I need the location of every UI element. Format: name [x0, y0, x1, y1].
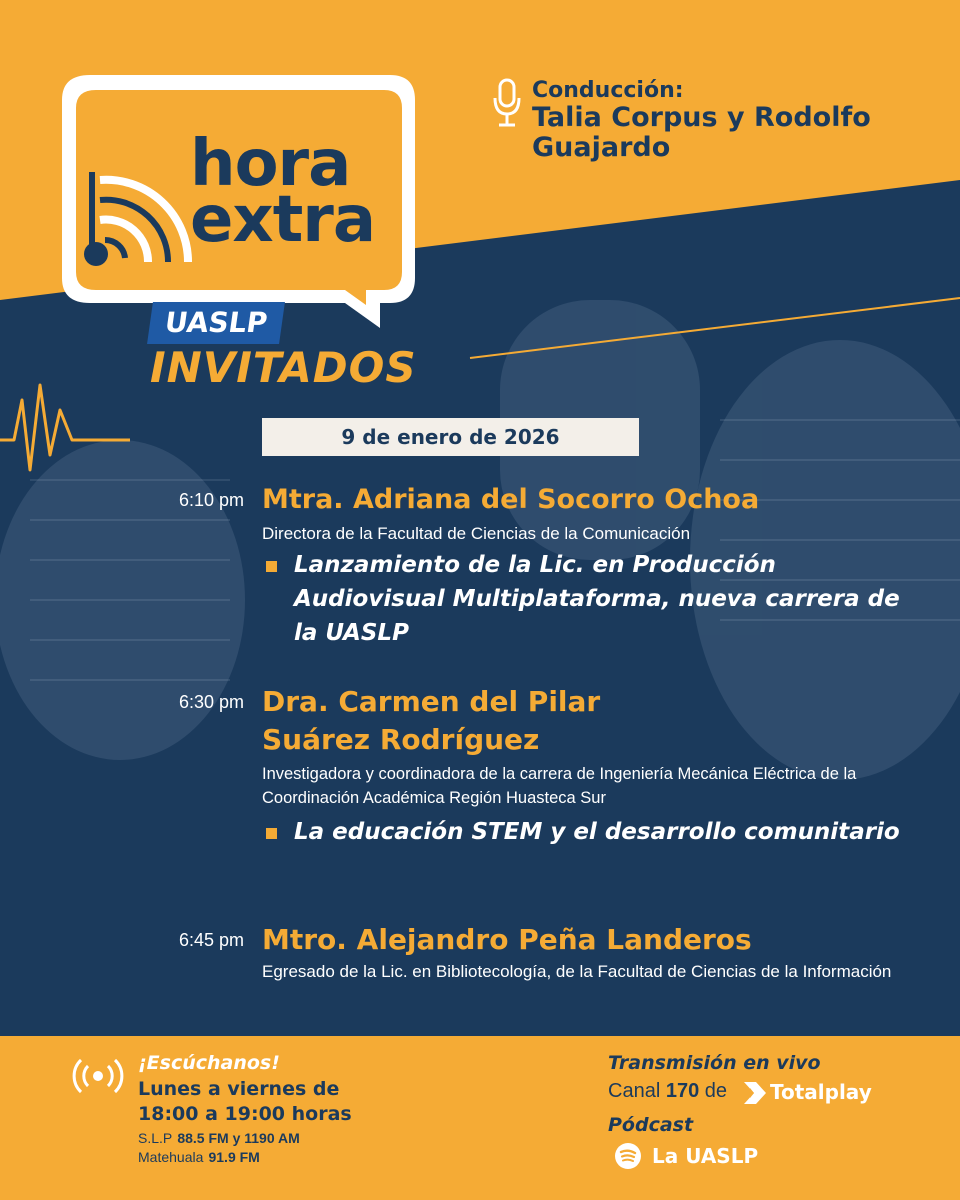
logo-hora-text: hora — [190, 127, 351, 201]
totalplay-logo-icon — [742, 1080, 768, 1106]
matehuala-frequency: Matehuala 91.9 FM — [138, 1149, 260, 1165]
totalplay-brand: Totalplay — [770, 1080, 872, 1104]
guest-name: Suárez Rodríguez — [262, 723, 540, 756]
guest-time: 6:45 pm — [178, 930, 244, 950]
podcast-title: Pódcast — [608, 1114, 694, 1136]
bullet-icon — [266, 561, 277, 572]
spotify-icon — [614, 1142, 642, 1170]
schedule-line2: 18:00 a 19:00 horas — [138, 1103, 352, 1125]
bullet-icon — [266, 828, 277, 839]
canal-line: Canal 170 de — [608, 1080, 728, 1102]
guest-role: Directora de la Facultad de Ciencias de la Comunicación — [262, 524, 691, 543]
guest-name: Mtra. Adriana del Socorro Ochoa — [262, 484, 760, 515]
guest-role: Egresado de la Lic. en Bibliotecología, de la Facultad de Ciencias de la Información — [262, 962, 892, 981]
footer — [0, 1036, 960, 1200]
logo-extra-text: extra — [190, 183, 376, 257]
listen-title: ¡Escúchanos! — [138, 1052, 280, 1074]
slp-frequency: S.L.P 88.5 FM y 1190 AM — [138, 1130, 300, 1146]
microphone-icon — [492, 78, 522, 130]
broadcast-icon — [72, 1056, 124, 1096]
guest-role: Investigadora y coordinadora de la carrera de Ingeniería Mecánica Eléctrica de la Coordinación Académica Región Huasteca Sur — [262, 765, 857, 807]
guest-time: 6:30 pm — [178, 692, 244, 712]
section-title: INVITADOS — [150, 343, 417, 392]
host-label: Conducción: — [532, 78, 684, 103]
guest-name: Mtro. Alejandro Peña Landeros — [262, 923, 752, 956]
live-title: Transmisión en vivo — [608, 1052, 821, 1074]
guest-topic: La educación STEM y el desarrollo comunitario — [294, 819, 900, 845]
guest-name: Dra. Carmen del Pilar — [262, 685, 601, 718]
guest-topic: Lanzamiento de la Lic. en Producción Audiovisual Multiplataforma, nueva carrera de la UASLP — [294, 552, 900, 646]
schedule-line1: Lunes a viernes de — [138, 1078, 340, 1100]
host-names: Talia Corpus y Rodolfo Guajardo — [532, 102, 871, 163]
guest-time: 6:10 pm — [178, 490, 244, 510]
podcast-name: La UASLP — [652, 1144, 759, 1168]
logo-uaslp-badge: UASLP — [147, 302, 285, 344]
date-badge: 9 de enero de 2026 — [262, 418, 639, 456]
